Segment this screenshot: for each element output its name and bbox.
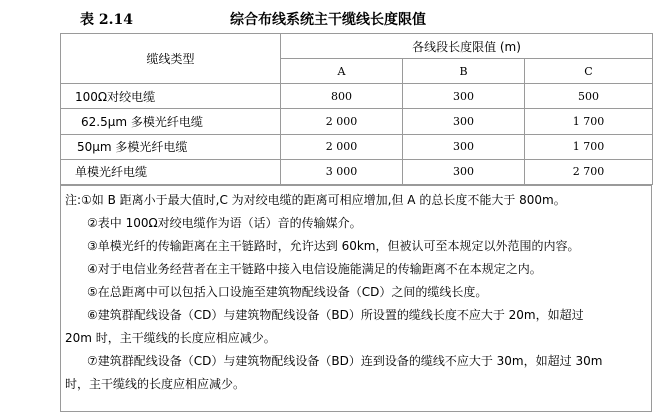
cable-type-cell: 50μm 多模光纤电缆 [61, 134, 281, 159]
note-6-line-2: 20m 时，主干缆线的长度应相应减少。 [65, 331, 276, 345]
note-7-line-2: 时，主干缆线的长度应相应减少。 [65, 377, 246, 391]
value-b-cell: 300 [403, 159, 525, 184]
value-a-cell: 800 [281, 84, 403, 109]
segment-a-header: A [281, 59, 403, 84]
table-title: 综合布线系统主干缆线长度限值 [230, 12, 426, 28]
value-c-cell: 2 700 [525, 159, 653, 184]
note-5: ⑤在总距离中可以包括入口设施至建筑物配线设备（CD）之间的缆线长度。 [87, 285, 488, 299]
header-row [61, 34, 653, 59]
cable-type-cell: 100Ω对绞电缆 [61, 84, 281, 109]
segment-c-header: C [525, 59, 653, 84]
length-limit-table [60, 33, 653, 185]
segment-b-header: B [403, 59, 525, 84]
note-1: 注:①如 B 距离小于最大值时,C 为对绞电缆的距离可相应增加,但 A 的总长度不能大于 800m。 [65, 193, 566, 207]
value-c-cell: 1 700 [525, 109, 653, 134]
table-notes [60, 185, 652, 412]
value-b-cell: 300 [403, 109, 525, 134]
value-a-cell: 3 000 [281, 159, 403, 184]
table-row [61, 134, 653, 159]
table-number: 表 2.14 [80, 12, 133, 28]
table-row [61, 109, 653, 134]
cable-type-cell: 单模光纤电缆 [61, 159, 281, 184]
table-row [61, 159, 653, 184]
table-caption [0, 3, 657, 33]
note-3: ③单模光纤的传输距离在主干链路时，允许达到 60km，但被认可至本规定以外范围的内容。 [87, 239, 580, 253]
header-length-limit: 各线段长度限值 (m) [281, 34, 653, 59]
note-2: ②表中 100Ω对绞电缆作为语（话）音的传输媒介。 [87, 216, 362, 230]
note-6-line-1: ⑥建筑群配线设备（CD）与建筑物配线设备（BD）所设置的缆线长度不应大于 20m，如超过 [87, 308, 584, 322]
cable-type-cell: 62.5μm 多模光纤电缆 [61, 109, 281, 134]
value-a-cell: 2 000 [281, 134, 403, 159]
value-c-cell: 1 700 [525, 134, 653, 159]
value-b-cell: 300 [403, 134, 525, 159]
value-a-cell: 2 000 [281, 109, 403, 134]
header-cable-type: 缆线类型 [61, 34, 281, 84]
value-c-cell: 500 [525, 84, 653, 109]
note-7-line-1: ⑦建筑群配线设备（CD）与建筑物配线设备（BD）连到设备的缆线不应大于 30m，如超过 30m [87, 354, 603, 368]
note-4: ④对于电信业务经营者在主干链路中接入电信设施能满足的传输距离不在本规定之内。 [87, 262, 542, 276]
value-b-cell: 300 [403, 84, 525, 109]
table-row [61, 84, 653, 109]
